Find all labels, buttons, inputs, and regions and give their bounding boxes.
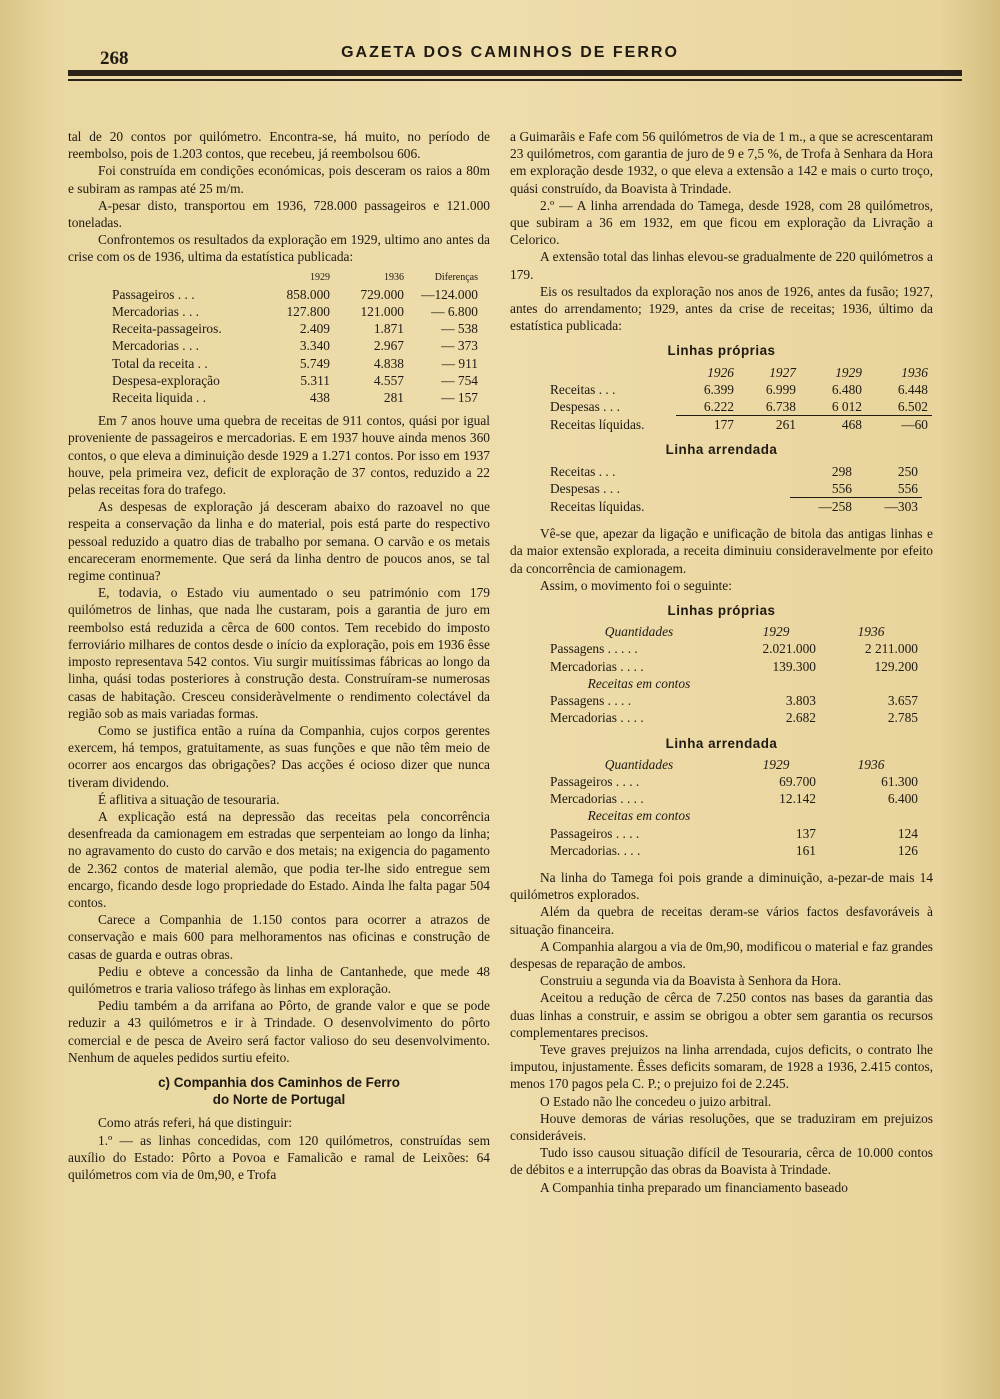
cell: 177 bbox=[713, 417, 734, 433]
paragraph: Carece a Companhia de 1.150 contos para ocorrer a atrazos de conservação e mais 600 para melhoramentos nas oficinas e construção de casas de guarda e outras obras. bbox=[68, 912, 490, 962]
section-heading-line: c) Companhia dos Caminhos de Ferro bbox=[158, 1074, 400, 1090]
paragraph: 1.º — as linhas concedidas, com 120 quilómetros, construídas sem auxílio do Estado: Pôrto a Povoa e Famalicão e ramal de Leixões: 64 quilómetros com via de 0m,90, e Trofa bbox=[68, 1132, 490, 1182]
cell: —60 bbox=[901, 417, 928, 433]
cell: 6 012 bbox=[800, 398, 866, 416]
cell: 12.142 bbox=[779, 791, 816, 807]
subtable-label: Quantidades bbox=[604, 624, 674, 640]
page-header-title: GAZETA DOS CAMINHOS DE FERRO bbox=[341, 44, 679, 61]
row-label: Passageiros . . . . bbox=[550, 825, 640, 841]
cell: 3.340 bbox=[299, 338, 330, 354]
cell: 729.000 bbox=[360, 286, 404, 302]
cell: 2.682 bbox=[785, 710, 816, 726]
cell: —303 bbox=[884, 499, 918, 515]
header-rule-thin bbox=[68, 79, 962, 81]
paragraph: É aflitiva a situação de tesouraria. bbox=[98, 791, 280, 807]
row-label: Receitas líquidas. bbox=[550, 498, 645, 514]
cell: 6.999 bbox=[765, 381, 796, 397]
table-row bbox=[546, 658, 922, 675]
row-label: Mercadorias . . . . bbox=[550, 658, 644, 674]
section-heading-line: do Norte de Portugal bbox=[212, 1092, 346, 1108]
paragraph: As despesas de exploração já desceram abaixo do razoavel no que respeita a conservação da linha e do material, pois está parte do respectivo pessoal reduzido a quatro dias de trabalho por semana. O carvão e os metais encareceram enormemente. Que será da linha dentro de poucos anos, se tal regime continua? bbox=[68, 499, 490, 584]
cell: 298 bbox=[831, 463, 852, 479]
table-linhas-proprias-results bbox=[546, 364, 932, 434]
paragraph: Vê-se que, apezar da ligação e unificação de bitola das antigas linhas e da maior extensão explorada, a receita diminuiu consideravelmente por efeito da concorrência de camionagem. bbox=[510, 526, 933, 576]
paragraph: Como se justifica então a ruína da Companhia, cujos corpos gerentes exercem, há tempos, gratuitamente, as suas funções e que não têm meio de ocorrer aos encargos das obrigações? Das acções é ocioso dizer que nunca tiveram dividendo. bbox=[68, 722, 490, 790]
row-label: Receitas . . . bbox=[550, 381, 616, 397]
row-label: Passageiros . . . . bbox=[550, 773, 640, 789]
cell: 556 bbox=[790, 480, 856, 498]
paragraph: 2.º — A linha arrendada do Tamega, desde 1928, com 28 quilómetros, que subiram a 36 em 1932, em que ficou em exploração da Livração a Celorico. bbox=[510, 197, 933, 248]
paragraph: A extensão total das linhas elevou-se gradualmente de 220 quilómetros a 179. bbox=[510, 249, 933, 282]
paragraph: Como atrás referi, há que distinguir: bbox=[98, 1115, 293, 1131]
cell: 2.021.000 bbox=[762, 641, 816, 657]
cell: 6.480 bbox=[831, 381, 862, 397]
row-label: Despesa-exploração bbox=[112, 372, 220, 388]
row-label: Receita-passageiros. bbox=[112, 321, 222, 337]
cell: 124 bbox=[897, 825, 918, 841]
table-row bbox=[546, 398, 932, 416]
cell: 137 bbox=[795, 825, 816, 841]
table-row bbox=[546, 773, 922, 790]
paragraph: Pediu e obteve a concessão da linha de Cantanhede, que mede 48 quilómetros e traria valioso tráfego às linhas em exploração. bbox=[68, 963, 490, 996]
table-title: Linhas próprias bbox=[667, 603, 776, 619]
row-label: Mercadorias . . . . bbox=[550, 791, 644, 807]
table-row bbox=[108, 286, 482, 303]
cell: 5.311 bbox=[300, 372, 330, 388]
paragraph: Construiu a segunda via da Boavista à Senhora da Hora. bbox=[540, 973, 842, 989]
section-heading bbox=[68, 1074, 490, 1108]
cell: 4.838 bbox=[373, 355, 404, 371]
cell: 129.200 bbox=[874, 658, 918, 674]
paragraph: A Companhia tinha preparado um financiamento baseado bbox=[540, 1179, 848, 1195]
cell: 5.749 bbox=[299, 355, 330, 371]
cell: 281 bbox=[383, 390, 404, 406]
subtable-label: Quantidades bbox=[604, 756, 674, 772]
row-label: Passagens . . . . . bbox=[550, 641, 638, 657]
table-row bbox=[546, 825, 922, 842]
table-exploration-1929-1936 bbox=[68, 269, 490, 407]
subtable-label: Receitas em contos bbox=[587, 808, 691, 824]
paragraph: Houve demoras de várias resoluções, que se traduziram em prejuizos consideráveis. bbox=[510, 1110, 933, 1143]
column-header: 1929 bbox=[310, 271, 330, 283]
cell: 6.399 bbox=[703, 381, 734, 397]
table-title: Linha arrendada bbox=[665, 735, 778, 751]
cell: 2 211.000 bbox=[864, 641, 918, 657]
cell: —124.000 bbox=[421, 286, 478, 302]
row-label: Passagens . . . . bbox=[550, 693, 632, 709]
table-row bbox=[546, 463, 922, 480]
paragraph: tal de 20 contos por quilómetro. Encontra-se, há muito, no período de reembolso, pois de 1.203 contos, que recebeu, já reembolsou 606. bbox=[68, 129, 490, 162]
left-column bbox=[68, 128, 490, 1183]
paragraph: E, todavia, o Estado viu aumentado o seu património com 179 quilómetros de linhas, que nada lhe custaram, pois a garantia de juro em reembolso está reduzida a cêrca de 600 contos. Tem recebido do imposto ferroviário milhares de contos desde o início da exploração, pois em 1936 êsse imposto representava 542 contos. Viu surgir muitíssimas fábricas ao longo da linha, quási todas posteriores à construção desta. Construíram-se numerosas casas de habitação. Cresceu consideràvelmente o rendimento colectável da região sob as mais variadas formas. bbox=[68, 585, 490, 721]
page-number: 268 bbox=[100, 48, 129, 69]
cell: — 157 bbox=[441, 390, 478, 406]
table-row bbox=[108, 303, 482, 320]
row-label: Total da receita . . bbox=[112, 355, 208, 371]
subtable-label: Receitas em contos bbox=[587, 675, 691, 691]
cell: 4.557 bbox=[373, 372, 404, 388]
row-label: Mercadorias . . . bbox=[112, 304, 200, 320]
cell: 69.700 bbox=[779, 773, 816, 789]
column-header: 1929 bbox=[835, 364, 862, 380]
column-header: 1936 bbox=[901, 364, 928, 380]
cell: 858.000 bbox=[286, 286, 330, 302]
paragraph: Em 7 anos houve uma quebra de receitas de 911 contos, quási por igual proveniente de passageiros e mercadorias. E em 1937 houve ainda menos 360 contos, o que eleva a diminuição desde 1929 a 1.271 contos. Por isso em 1937 houve, pela primeira vez, deficit de exploração de 37 contos, reduzido a 22 pelas receitas fora do trafego. bbox=[68, 413, 490, 498]
cell: —258 bbox=[818, 499, 852, 515]
row-label: Mercadorias. . . . bbox=[550, 842, 641, 858]
table-row bbox=[108, 372, 482, 389]
paragraph: A Companhia alargou a via de 0m,90, modificou o material e faz grandes despesas de reparação de ambos. bbox=[510, 938, 933, 971]
column-header: Diferenças bbox=[434, 271, 478, 283]
column-header: 1929 bbox=[762, 624, 790, 640]
table-linha-arrendada-movement bbox=[546, 756, 922, 859]
table-row bbox=[546, 640, 922, 657]
table-row bbox=[546, 709, 922, 726]
table-row bbox=[546, 842, 922, 859]
row-label: Despesas . . . bbox=[550, 399, 620, 415]
paragraph: Além da quebra de receitas deram-se vários factos desfavoráveis à situação financeira. bbox=[510, 904, 933, 937]
table-row bbox=[546, 416, 932, 434]
paragraph: Assim, o movimento foi o seguinte: bbox=[540, 577, 732, 593]
row-label: Mercadorias . . . bbox=[112, 338, 200, 354]
right-column bbox=[510, 128, 933, 1196]
paragraph: Aceitou a redução de cêrca de 7.250 contos nas bases da garantia das duas linhas a construir, e assim se obrigou a obter sem garantia os recursos complementares precisos. bbox=[510, 990, 933, 1040]
cell: — 911 bbox=[441, 355, 478, 371]
cell: 139.300 bbox=[772, 658, 816, 674]
paragraph: Tudo isso causou situação difícil de Tesouraria, cêrca de 10.000 contos de débitos e a interrupção das obras da Boavista à Trindade. bbox=[510, 1145, 933, 1178]
table-row bbox=[546, 381, 932, 398]
table-title: Linha arrendada bbox=[665, 442, 778, 458]
cell: — 538 bbox=[441, 321, 478, 337]
table-row bbox=[108, 389, 482, 406]
cell: 161 bbox=[795, 842, 816, 858]
paragraph: a Guimarãis e Fafe com 56 quilómetros de via de 1 m., a que se acrescentaram 23 quilómetros, com garantia de juro de 9 e 7,5 %, de Trofa à Senhara da Hora em exploração desde 1932, o que eleva a extensão a 142 e mais o curto troço, quási construído, da Boavista à Trindade. bbox=[510, 129, 933, 196]
cell: 2.967 bbox=[373, 338, 404, 354]
table-row bbox=[546, 790, 922, 807]
paragraph: Na linha do Tamega foi pois grande a diminuição, a-pezar-de mais 14 quilómetros explorados. bbox=[510, 869, 933, 903]
paragraph: Pediu também a da arrifana ao Pôrto, de grande valor e que se pode reduzir a 43 quilómetros e ir à Trindade. O desenvolvimento do pôrto comercial e de pesca de Aveiro será factor valioso do seu desenvolvimento. Nenhum de aqueles pedidos surtiu efeito. bbox=[68, 998, 490, 1065]
row-label: Receitas . . . bbox=[550, 463, 616, 479]
cell: 3.657 bbox=[887, 693, 918, 709]
column-header: 1929 bbox=[762, 756, 790, 772]
paragraph: O Estado não lhe concedeu o juizo arbitral. bbox=[540, 1093, 772, 1109]
cell: 61.300 bbox=[881, 773, 918, 789]
table-row bbox=[108, 355, 482, 372]
cell: 6.400 bbox=[887, 791, 918, 807]
paragraph: A explicação está na depressão das receitas pela concorrência desenfreada da camionagem em estradas que serpenteiam ao longo da linha; no agravamento do custo do carvão e dos metais; na exigencia do pagamento de 2.362 contos de material alemão, que podia ter-lhe sido entregue sem encargo, ficando desde logo propriedade do Estado. Ainda lhe falta pagar 504 contos. bbox=[68, 808, 490, 910]
table-linha-arrendada-results bbox=[546, 463, 922, 516]
cell: — 373 bbox=[441, 338, 478, 354]
cell: 6.502 bbox=[866, 398, 932, 416]
cell: 1.871 bbox=[373, 321, 404, 337]
column-header: 1936 bbox=[857, 756, 885, 772]
cell: 6.738 bbox=[738, 398, 800, 416]
table-title: Linhas próprias bbox=[667, 343, 776, 359]
cell: 556 bbox=[856, 480, 922, 498]
row-label: Mercadorias . . . . bbox=[550, 710, 644, 726]
paragraph: Foi construída em condições económicas, pois desceram os raios a 80m e subiram as rampas até 25 m/m. bbox=[68, 163, 490, 196]
cell: 6.222 bbox=[676, 398, 738, 416]
cell: 126 bbox=[897, 842, 918, 858]
cell: 250 bbox=[897, 463, 918, 479]
table-row bbox=[546, 692, 922, 709]
column-header: 1927 bbox=[769, 364, 796, 380]
cell: 438 bbox=[309, 390, 330, 406]
table-row bbox=[108, 320, 482, 337]
paragraph: Confrontemos os resultados da exploração em 1929, ultimo ano antes da crise com os de 1936, ultima da estatística publicada: bbox=[68, 232, 490, 265]
cell: 2.409 bbox=[299, 321, 330, 337]
table-linhas-proprias-movement bbox=[546, 623, 922, 726]
column-header: 1936 bbox=[384, 271, 404, 283]
row-label: Receitas líquidas. bbox=[550, 417, 645, 432]
cell: — 754 bbox=[441, 372, 478, 388]
cell: 3.803 bbox=[785, 693, 816, 709]
paragraph: Eis os resultados da exploração nos anos de 1926, antes da fusão; 1927, antes do arrendamento; 1929, antes da crise de receitas; 1936, último da estatística publicada: bbox=[510, 283, 933, 334]
cell: 2.785 bbox=[887, 710, 918, 726]
cell: — 6.800 bbox=[431, 304, 478, 320]
paragraph: A-pesar disto, transportou em 1936, 728.000 passageiros e 121.000 toneladas. bbox=[68, 197, 490, 231]
row-label: Despesas . . . bbox=[550, 481, 620, 497]
paragraph: Teve graves prejuizos na linha arrendada, cujos deficits, o contrato lhe imputou, injustamente. Êsses deficits somaram, de 1928 a 1936, 2.415 contos, menos 170 pagos pela C. P.; o prejuizo foi de 2.245. bbox=[510, 1041, 933, 1092]
cell: 468 bbox=[841, 417, 862, 433]
cell: 121.000 bbox=[360, 304, 404, 320]
header-rule-thick bbox=[68, 70, 962, 76]
cell: 127.800 bbox=[286, 304, 330, 320]
table-row bbox=[108, 337, 482, 354]
row-label: Passageiros . . . bbox=[112, 286, 195, 302]
table-row bbox=[546, 480, 922, 498]
table-row bbox=[546, 498, 922, 516]
cell: 261 bbox=[775, 417, 796, 433]
row-label: Receita liquida . . bbox=[112, 390, 207, 406]
column-header: 1936 bbox=[857, 624, 885, 640]
cell: 6.448 bbox=[897, 381, 928, 397]
column-header: 1926 bbox=[707, 364, 734, 380]
